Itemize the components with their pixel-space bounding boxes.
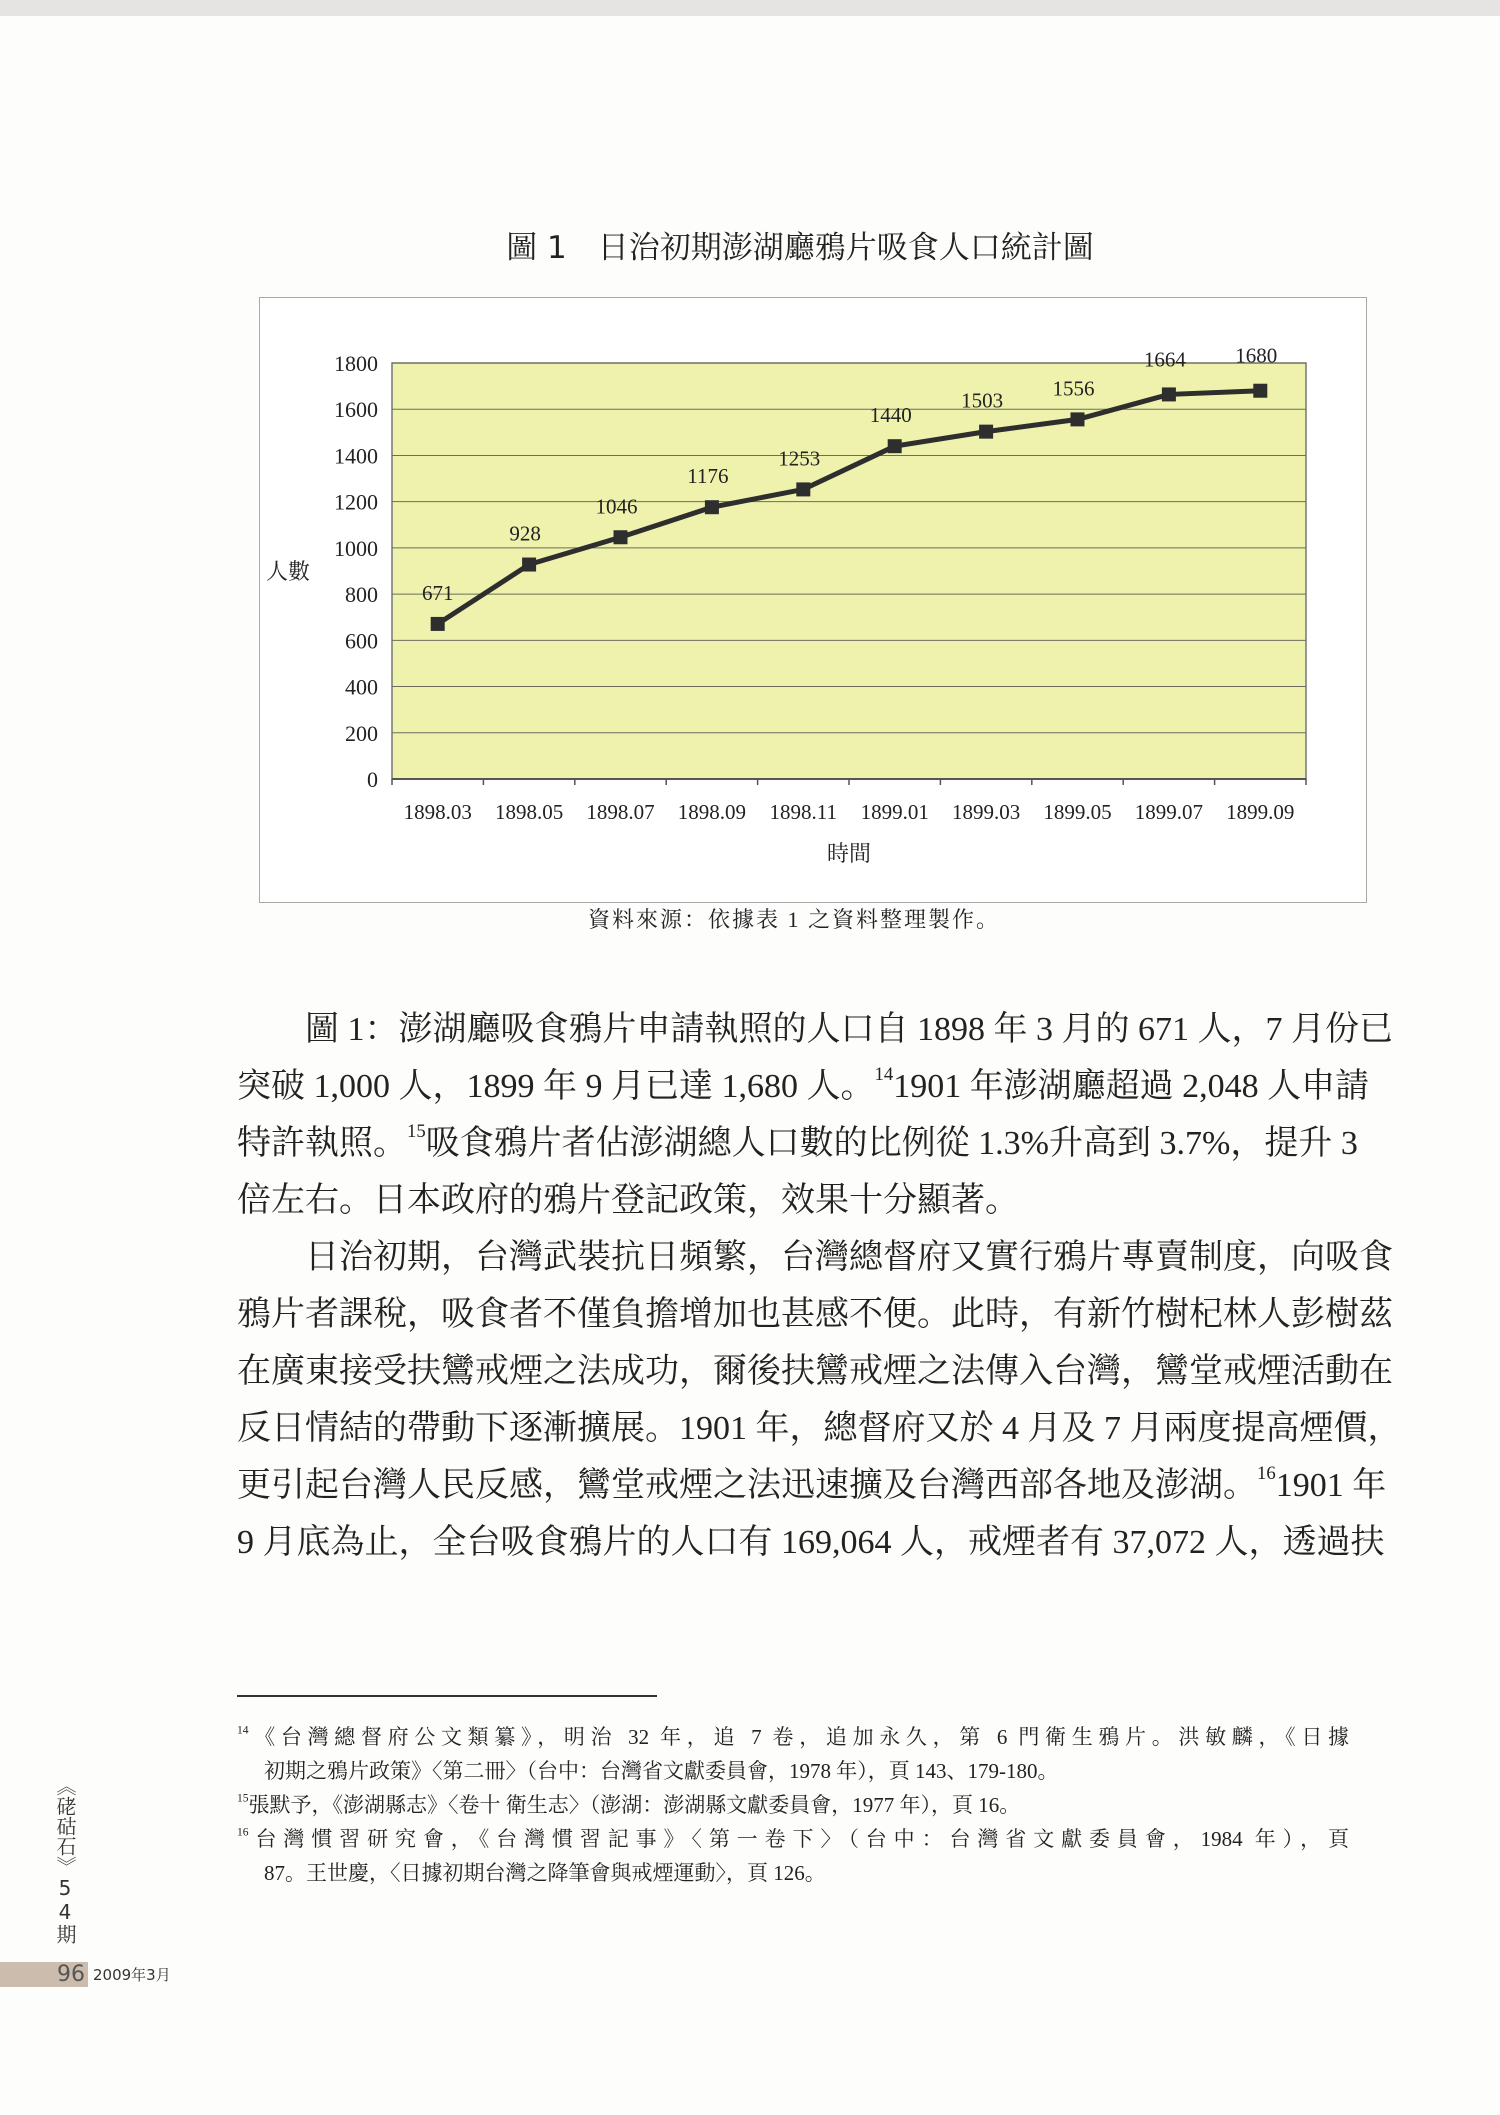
issue-date: 2009年3月 xyxy=(93,1966,171,1984)
footnote-ref[interactable]: 15 xyxy=(407,1121,426,1143)
figure-source: 資料來源：依據表 1 之資料整理製作。 xyxy=(587,907,1000,932)
body-line: 突破 1,000 人，1899 年 9 月已達 1,680 人。$^{14}$1901 年澎湖廳超過 2,048 人申請 xyxy=(237,1064,1370,1105)
data-label: 1046 xyxy=(595,494,638,519)
x-tick-label: 1899.01 xyxy=(860,800,929,824)
footnote-14-cont: 初期之鴉片政策》〈第二冊〉（台中：台灣省文獻委員會，1978 年），頁 143、179-180。 xyxy=(264,1759,1059,1783)
data-label: 1176 xyxy=(687,464,729,489)
data-label: 928 xyxy=(509,521,541,546)
body-line: 圖 1：澎湖廳吸食鴉片申請執照的人口自 1898 年 3 月的 671 人，7 月份已 xyxy=(305,1011,1393,1048)
data-point xyxy=(1253,384,1267,398)
x-tick-label: 1898.03 xyxy=(403,800,472,824)
data-point xyxy=(1162,387,1176,401)
footnote-ref[interactable]: 14 xyxy=(874,1064,894,1086)
footnotes xyxy=(237,1720,1349,1890)
y-tick-label: 600 xyxy=(345,628,378,654)
body-line: 鴉片者課稅，吸食者不僅負擔增加也甚感不便。此時，有新竹樹杞林人彭樹茲 xyxy=(237,1296,1393,1333)
body-text xyxy=(237,1001,1402,1571)
footnote-16: $^{16}$台灣慣習研究會，《台灣慣習記事》〈第一卷下〉（台中：台灣省文獻委員會，1984 年），頁 xyxy=(237,1826,1349,1851)
data-label: 1503 xyxy=(961,388,1004,413)
body-line: 特許執照。$^{15}$吸食鴉片者佔澎湖總人口數的比例從 1.3%升高到 3.7%，提升 3 xyxy=(237,1121,1358,1162)
data-label: 1664 xyxy=(1143,347,1186,372)
x-tick-label: 1898.11 xyxy=(769,800,838,824)
x-tick-label: 1898.09 xyxy=(677,800,747,824)
footnote-15: $^{15}$張默予，《澎湖縣志》〈卷十 衛生志〉（澎湖：澎湖縣文獻委員會，1977 年），頁 16。 xyxy=(237,1792,1021,1817)
data-point xyxy=(522,558,536,572)
data-point xyxy=(888,439,902,453)
x-tick-label: 1899.03 xyxy=(951,800,1021,824)
x-tick-label: 1899.05 xyxy=(1043,800,1112,824)
line-chart xyxy=(259,297,1367,903)
x-tick-label: 1898.07 xyxy=(586,800,655,824)
footnote-divider xyxy=(237,1695,657,1697)
data-label: 1680 xyxy=(1235,343,1278,368)
body-line: 9 月底為止，全台吸食鴉片的人口有 169,064 人，戒煙者有 37,072 人，透過扶 xyxy=(237,1524,1385,1561)
x-tick-label: 1899.07 xyxy=(1134,800,1204,824)
figure-title: 圖 1 日治初期澎湖廳鴉片吸食人口統計圖 xyxy=(506,230,1094,266)
data-label: 1253 xyxy=(778,446,821,471)
y-tick-label: 200 xyxy=(345,720,378,746)
y-tick-label: 800 xyxy=(345,582,378,608)
data-point xyxy=(431,617,445,631)
y-tick-label: 1600 xyxy=(334,397,378,423)
x-tick-label: 1898.05 xyxy=(494,800,564,824)
y-tick-label: 1000 xyxy=(334,535,378,561)
body-line: 在廣東接受扶鸞戒煙之法成功，爾後扶鸞戒煙之法傳入台灣，鸞堂戒煙活動在 xyxy=(237,1353,1393,1390)
y-tick-label: 1800 xyxy=(334,351,378,376)
journal-name-vertical: 《硓𥑮石》54期 xyxy=(53,1776,77,1944)
data-point xyxy=(705,500,719,514)
footnote-16-cont: 87。王世慶，〈日據初期台灣之降筆會與戒煙運動〉，頁 126。 xyxy=(264,1861,826,1885)
y-tick-label: 1200 xyxy=(334,489,378,515)
body-line: 反日情結的帶動下逐漸擴展。1901 年，總督府又於 4 月及 7 月兩度提高煙價， xyxy=(237,1410,1402,1447)
footnote-14: $^{14}$《台灣總督府公文類纂》，明治 32 年，追 7 卷，追加永久，第 6 門衛生鴉片。洪敏麟，《日據 xyxy=(237,1724,1349,1749)
data-point xyxy=(796,482,810,496)
y-tick-label: 400 xyxy=(345,674,378,700)
chart-svg xyxy=(260,298,1366,902)
body-line: 日治初期，台灣武裝抗日頻繁，台灣總督府又實行鴉片專賣制度，向吸食 xyxy=(305,1239,1393,1276)
body-line: 更引起台灣人民反感，鸞堂戒煙之法迅速擴及台灣西部各地及澎湖。$^{16}$1901 年 xyxy=(237,1463,1387,1504)
data-point xyxy=(614,530,628,544)
scan-top-band xyxy=(0,0,1500,16)
data-label: 1556 xyxy=(1052,376,1095,401)
data-point xyxy=(1071,412,1085,426)
y-tick-label: 1400 xyxy=(334,443,378,469)
page-number: 96 xyxy=(0,1962,88,1987)
data-point xyxy=(979,425,993,439)
footnote-ref[interactable]: 16 xyxy=(1257,1463,1276,1485)
data-label: 671 xyxy=(421,580,454,605)
y-tick-label: 0 xyxy=(367,767,378,792)
body-line: 倍左右。日本政府的鴉片登記政策，效果十分顯著。 xyxy=(237,1182,1019,1219)
data-label: 1440 xyxy=(869,403,912,428)
y-axis-title: 人數 xyxy=(265,560,311,585)
x-axis-title: 時間 xyxy=(826,842,872,867)
x-tick-label: 1899.09 xyxy=(1226,800,1295,824)
